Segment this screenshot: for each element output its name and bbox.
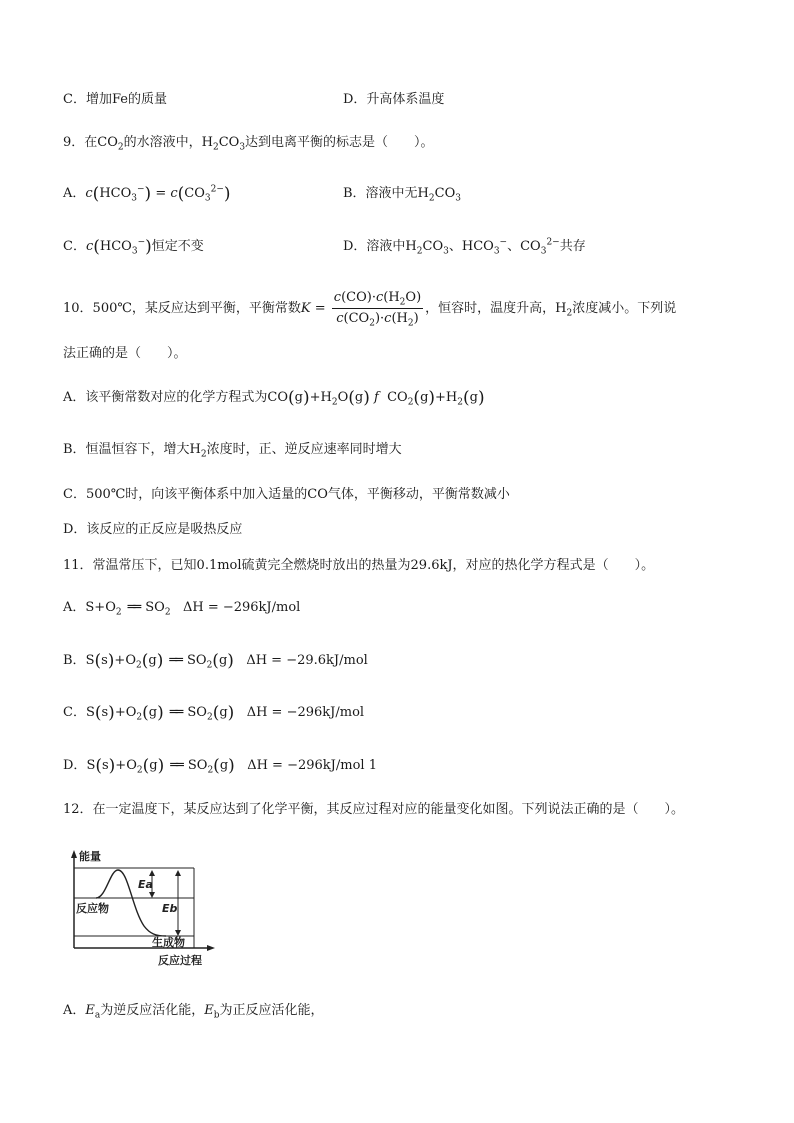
q10-option-a: A．该平衡常数对应的化学方程式为$CO(g)+H_2O(g)$ f $CO_2(g)+H_2(g)$: [63, 388, 485, 408]
q10-option-d: D．该反应的正反应是吸热反应: [63, 522, 243, 537]
q11-option-b: B．$S(s)+O_2(g)$ ══ $SO_2(g)$ ΔH = −29.6kJ/mol: [63, 651, 368, 671]
q8-option-d: D．升高体系温度: [343, 92, 445, 107]
ea-arrow-head-up: [149, 870, 155, 876]
q10-stem-cont: 法正确的是（ ）。: [63, 346, 187, 361]
equilibrium-constant-fraction: $\frac{c(CO)\cdot c(H_2O)}{c(CO_2)\cdot c(H_2)}$: [333, 290, 422, 329]
product-label: 生成物: [152, 936, 185, 949]
q11-option-d: D．$S(s)+O_2(g)$ ══ $SO_2(g)$ ΔH = −296kJ/mol 1: [63, 756, 377, 776]
q11-stem: 11．常温常压下，已知0.1mol硫黄完全燃烧时放出的热量为29.6kJ，对应的热化学方程式是（ ）。: [63, 558, 655, 573]
q12-option-a: A．$E_a$为逆反应活化能，$E_b$为正反应活化能，: [63, 1003, 324, 1021]
eb-label: Eb: [162, 902, 178, 915]
q9-option-b: B．溶液中无$H_2CO_3$: [343, 186, 461, 204]
q8-option-c: C．增加Fe的质量: [63, 92, 167, 107]
x-axis-arrow: [207, 945, 215, 951]
q12-stem: 12．在一定温度下，某反应达到了化学平衡，其反应过程对应的能量变化如图。下列说法正确的是（ ）。: [63, 802, 685, 817]
y-axis-label: 能量: [79, 850, 101, 863]
q9-option-d: D．溶液中$H_2CO_3$、$HCO_3^-$、$CO_3^{2-}$共存: [343, 237, 586, 257]
q10-option-c: C．500℃时，向该平衡体系中加入适量的CO气体，平衡移动，平衡常数减小: [63, 487, 510, 502]
q11-option-c: C．$S(s)+O_2(g)$ ══ $SO_2(g)$ ΔH = −296kJ/mol: [63, 703, 365, 723]
reactant-label: 反应物: [76, 902, 109, 915]
q11-option-a: A．$S+O_2$ ══ $SO_2$ ΔH = −296kJ/mol: [63, 600, 301, 618]
q9-option-c: C．$c(HCO_3^-)$恒定不变: [63, 237, 204, 257]
eb-arrow-head-up: [175, 870, 181, 876]
q9-stem: 9．在$CO_2$的水溶液中，$H_2CO_3$达到电离平衡的标志是（ ）。: [63, 135, 434, 153]
q10-option-b: B．恒温恒容下，增大$H_2$浓度时，正、逆反应速率同时增大: [63, 442, 402, 460]
energy-diagram: [66, 848, 216, 968]
x-axis-label: 反应过程: [158, 954, 202, 967]
ea-arrow-head-down: [149, 892, 155, 898]
q9-option-a: A．$c(HCO_3^-) = c(CO_3^{2-})$: [63, 184, 231, 204]
y-axis-arrow: [71, 850, 77, 858]
q10-stem: 10．500℃，某反应达到平衡，平衡常数K = $\frac{c(CO)\cdot c(H_2O)}{c(CO_2)\cdot c(H_2)}$ ，恒容时，温度升高，$H_2$浓度减小。下列说: [63, 290, 677, 329]
ea-label: Ea: [138, 878, 153, 891]
